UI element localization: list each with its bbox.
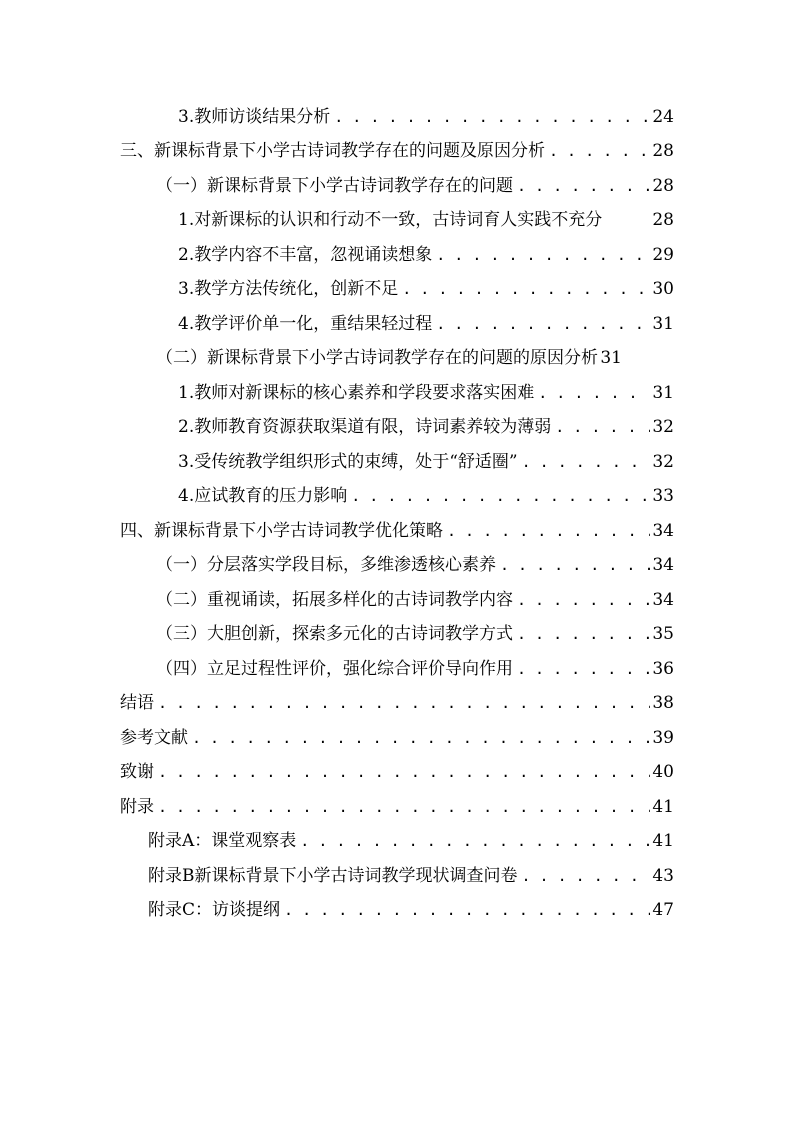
toc-page-number: 32 [652,452,674,472]
toc-dot-leader [534,376,650,410]
toc-entry-text: 1.教师对新课标的核心素养和学段要求落实困难 [178,383,535,403]
toc-page-number: 31 [652,383,674,403]
toc-page-number: 41 [652,831,674,851]
toc-entry-text: （三）大胆创新，探索多元化的古诗词教学方式 [156,624,513,644]
toc-dot-leader [551,410,650,444]
toc-entry-text: 4.应试教育的压力影响 [178,486,348,506]
toc-entry[interactable] [178,307,674,341]
toc-entry[interactable] [178,238,674,272]
toc-entry[interactable] [156,341,696,375]
toc-page-number: 34 [652,555,674,575]
toc-entry-text: 4.教学评价单一化，重结果轻过程 [178,314,433,334]
toc-page-number: 31 [600,348,622,368]
toc-entry[interactable] [178,203,674,237]
toc-page-number: 29 [652,245,674,265]
toc-entry-text: 2.教师教育资源获取渠道有限，诗词素养较为薄弱 [178,417,552,437]
toc-dot-leader [432,307,650,341]
toc-entry-text: （一）新课标背景下小学古诗词教学存在的问题 [156,176,513,196]
toc-entry[interactable] [178,272,674,306]
toc-page-number: 36 [652,659,674,679]
toc-dot-leader [513,583,650,617]
toc-dot-leader [154,790,650,824]
toc-entry-text: 3.受传统教学组织形式的束缚，处于“舒适圈” [178,452,518,472]
toc-entry[interactable] [178,376,674,410]
toc-page-number: 34 [652,521,674,541]
toc-entry-text: 附录 [120,797,154,817]
toc-entry[interactable] [120,721,674,755]
toc-page-number: 39 [652,728,674,748]
toc-entry-text: 1.对新课标的认识和行动不一致，古诗词育人实践不充分 [178,210,603,230]
toc-dot-leader [154,686,650,720]
toc-dot-leader [513,169,650,203]
toc-dot-leader [154,755,650,789]
toc-entry[interactable] [156,548,674,582]
toc-entry-text: （一）分层落实学段目标，多维渗透核心素养 [156,555,496,575]
toc-dot-leader [545,134,650,168]
toc-entry[interactable] [120,514,674,548]
toc-entry-text: 三、新课标背景下小学古诗词教学存在的问题及原因分析 [120,141,545,161]
toc-entry-text: 附录B新课标背景下小学古诗词教学现状调查问卷 [148,866,518,886]
toc-entry-text: 附录A：课堂观察表 [148,831,297,851]
toc-page-number: 33 [652,486,674,506]
toc-entry[interactable] [178,445,674,479]
toc-page-number: 24 [652,107,674,127]
toc-page-number: 43 [652,866,674,886]
toc-dot-leader [398,272,650,306]
toc-entry-text: 3.教师访谈结果分析 [178,107,331,127]
toc-dot-leader [188,721,650,755]
toc-entry[interactable] [148,859,674,893]
toc-entry[interactable] [178,410,674,444]
toc-page-number: 41 [652,797,674,817]
toc-page-number: 28 [652,176,674,196]
toc-dot-leader [443,514,650,548]
toc-entry-text: （四）立足过程性评价，强化综合评价导向作用 [156,659,513,679]
toc-entry[interactable] [156,617,674,651]
toc-entry[interactable] [178,100,674,134]
toc-entry-text: 3.教学方法传统化，创新不足 [178,279,399,299]
toc-entry[interactable] [120,790,674,824]
toc-page-number: 34 [652,590,674,610]
toc-entry-text: 参考文献 [120,728,188,748]
toc-page-number: 35 [652,624,674,644]
toc-dot-leader [518,859,651,893]
toc-entry[interactable] [120,686,674,720]
toc-entry[interactable] [148,824,674,858]
toc-page-number: 32 [652,417,674,437]
toc-entry[interactable] [156,169,674,203]
toc-dot-leader [280,893,650,927]
toc-dot-leader [432,238,650,272]
toc-entry-text: 附录C：访谈提纲 [148,900,281,920]
toc-dot-leader [496,548,650,582]
toc-page-number: 47 [652,900,674,920]
toc-dot-leader [518,445,650,479]
toc-entry-text: 致谢 [120,762,154,782]
toc-entry[interactable] [120,134,674,168]
toc-page-number: 28 [652,141,674,161]
toc-dot-leader [347,479,650,513]
toc-dot-leader [513,617,650,651]
toc-page-number: 31 [652,314,674,334]
toc-page-number: 38 [652,693,674,713]
toc-entry-text: 结语 [120,693,154,713]
toc-entry[interactable] [156,583,674,617]
toc-entry-text: 四、新课标背景下小学古诗词教学优化策略 [120,521,443,541]
toc-entry[interactable] [148,893,674,927]
toc-page-number: 30 [652,279,674,299]
toc-entry-text: （二）重视诵读，拓展多样化的古诗词教学内容 [156,590,513,610]
toc-dot-leader [296,824,650,858]
toc-entry[interactable] [178,479,674,513]
toc-entry-text: 2.教学内容不丰富，忽视诵读想象 [178,245,433,265]
toc-dot-leader [330,100,650,134]
toc-page-number: 40 [652,762,674,782]
toc-page-number: 28 [652,210,674,230]
toc-entry[interactable] [120,755,674,789]
toc-entry[interactable] [156,652,674,686]
toc-entry-text: （二）新课标背景下小学古诗词教学存在的问题的原因分析 [156,348,598,368]
toc-dot-leader [513,652,650,686]
